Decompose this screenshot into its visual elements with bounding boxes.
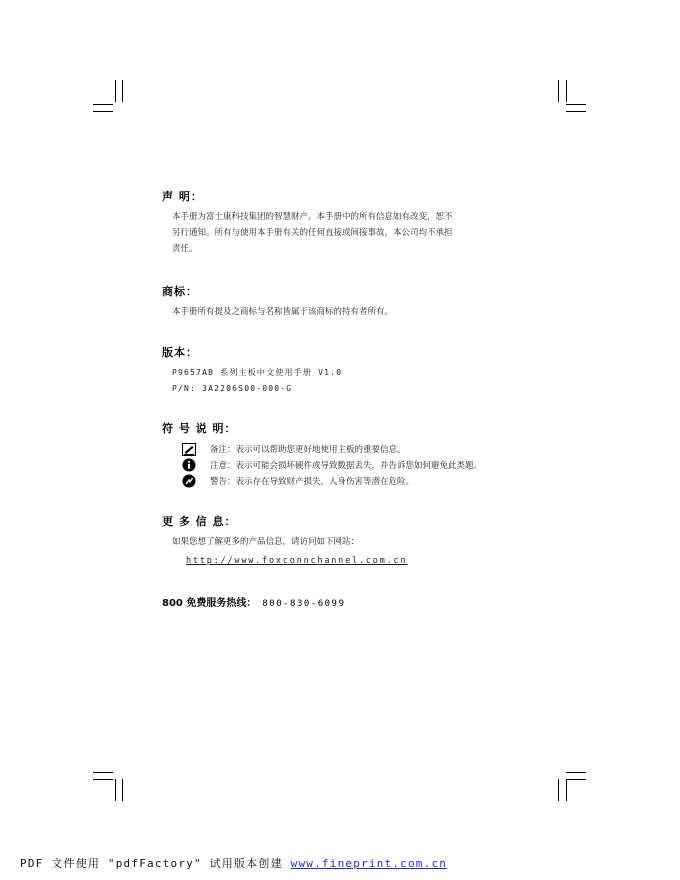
trademark-heading: 商标： bbox=[162, 285, 198, 298]
footer-link[interactable]: www.fineprint.com.cn bbox=[290, 857, 448, 870]
website-link[interactable]: http://www.foxconnchannel.com.cn bbox=[186, 556, 408, 566]
crop-mark bbox=[93, 772, 113, 773]
symbols-section bbox=[162, 420, 542, 489]
pdf-footer bbox=[20, 855, 447, 871]
crop-mark bbox=[122, 779, 123, 801]
hotline-label: 800 免费服务热线： bbox=[162, 598, 257, 609]
crop-mark bbox=[558, 80, 559, 102]
crop-mark bbox=[93, 779, 113, 780]
footer-text: PDF 文件使用 "pdfFactory" 试用版本创建 bbox=[20, 857, 291, 870]
statement-section bbox=[162, 188, 542, 257]
crop-mark bbox=[93, 104, 113, 105]
note-icon bbox=[182, 442, 196, 456]
more-info-heading: 更 多 信 息： bbox=[162, 515, 237, 528]
hotline-number: 800-830-6099 bbox=[262, 599, 346, 609]
crop-mark bbox=[122, 80, 123, 102]
crop-mark bbox=[115, 779, 116, 801]
trademark-section bbox=[162, 283, 542, 320]
crop-mark bbox=[93, 111, 113, 112]
more-info-text: 如果您想了解更多的产品信息，请访问如下网站： bbox=[172, 537, 360, 547]
symbol-row bbox=[182, 457, 542, 473]
info-text: 注意：表示可能会损坏硬件或导致数据丢失，并告诉您如何避免此类题。 bbox=[210, 461, 483, 471]
symbols-heading: 符 号 说 明： bbox=[162, 422, 237, 435]
crop-mark bbox=[558, 779, 559, 801]
info-icon bbox=[182, 458, 196, 472]
crop-mark bbox=[566, 772, 586, 773]
part-number: P/N: 3A2206S00-000-G bbox=[172, 384, 293, 393]
warning-icon bbox=[182, 474, 196, 488]
warning-text: 警告：表示存在导致财产损失，人身伤害等潜在危险。 bbox=[210, 477, 415, 487]
crop-mark bbox=[566, 104, 586, 105]
crop-mark bbox=[566, 779, 586, 780]
note-text: 备注：表示可以帮助您更好地使用主板的重要信息。 bbox=[210, 445, 406, 455]
trademark-text: 本手册所有提及之商标与名称皆属于该商标的持有者所有。 bbox=[172, 307, 394, 317]
crop-mark bbox=[566, 80, 567, 102]
statement-line: 本手册为富士康科技集团的智慧财产。本手册中的所有信息如有改变，恕不 bbox=[172, 212, 453, 222]
symbol-row bbox=[182, 473, 542, 489]
symbol-row bbox=[182, 441, 542, 457]
statement-line: 责任。 bbox=[172, 244, 198, 254]
crop-mark bbox=[115, 80, 116, 102]
more-info-section bbox=[162, 513, 542, 569]
hotline bbox=[162, 594, 345, 609]
version-section bbox=[162, 344, 542, 397]
crop-mark bbox=[566, 111, 586, 112]
version-heading: 版本： bbox=[162, 346, 198, 359]
version-line: P9657AB 系列主板中文使用手册 V1.0 bbox=[172, 368, 343, 377]
crop-mark bbox=[566, 779, 567, 801]
statement-line: 另行通知。所有与使用本手册有关的任何直接或间接事故，本公司均不承担 bbox=[172, 228, 453, 238]
statement-heading: 声 明： bbox=[162, 190, 203, 203]
